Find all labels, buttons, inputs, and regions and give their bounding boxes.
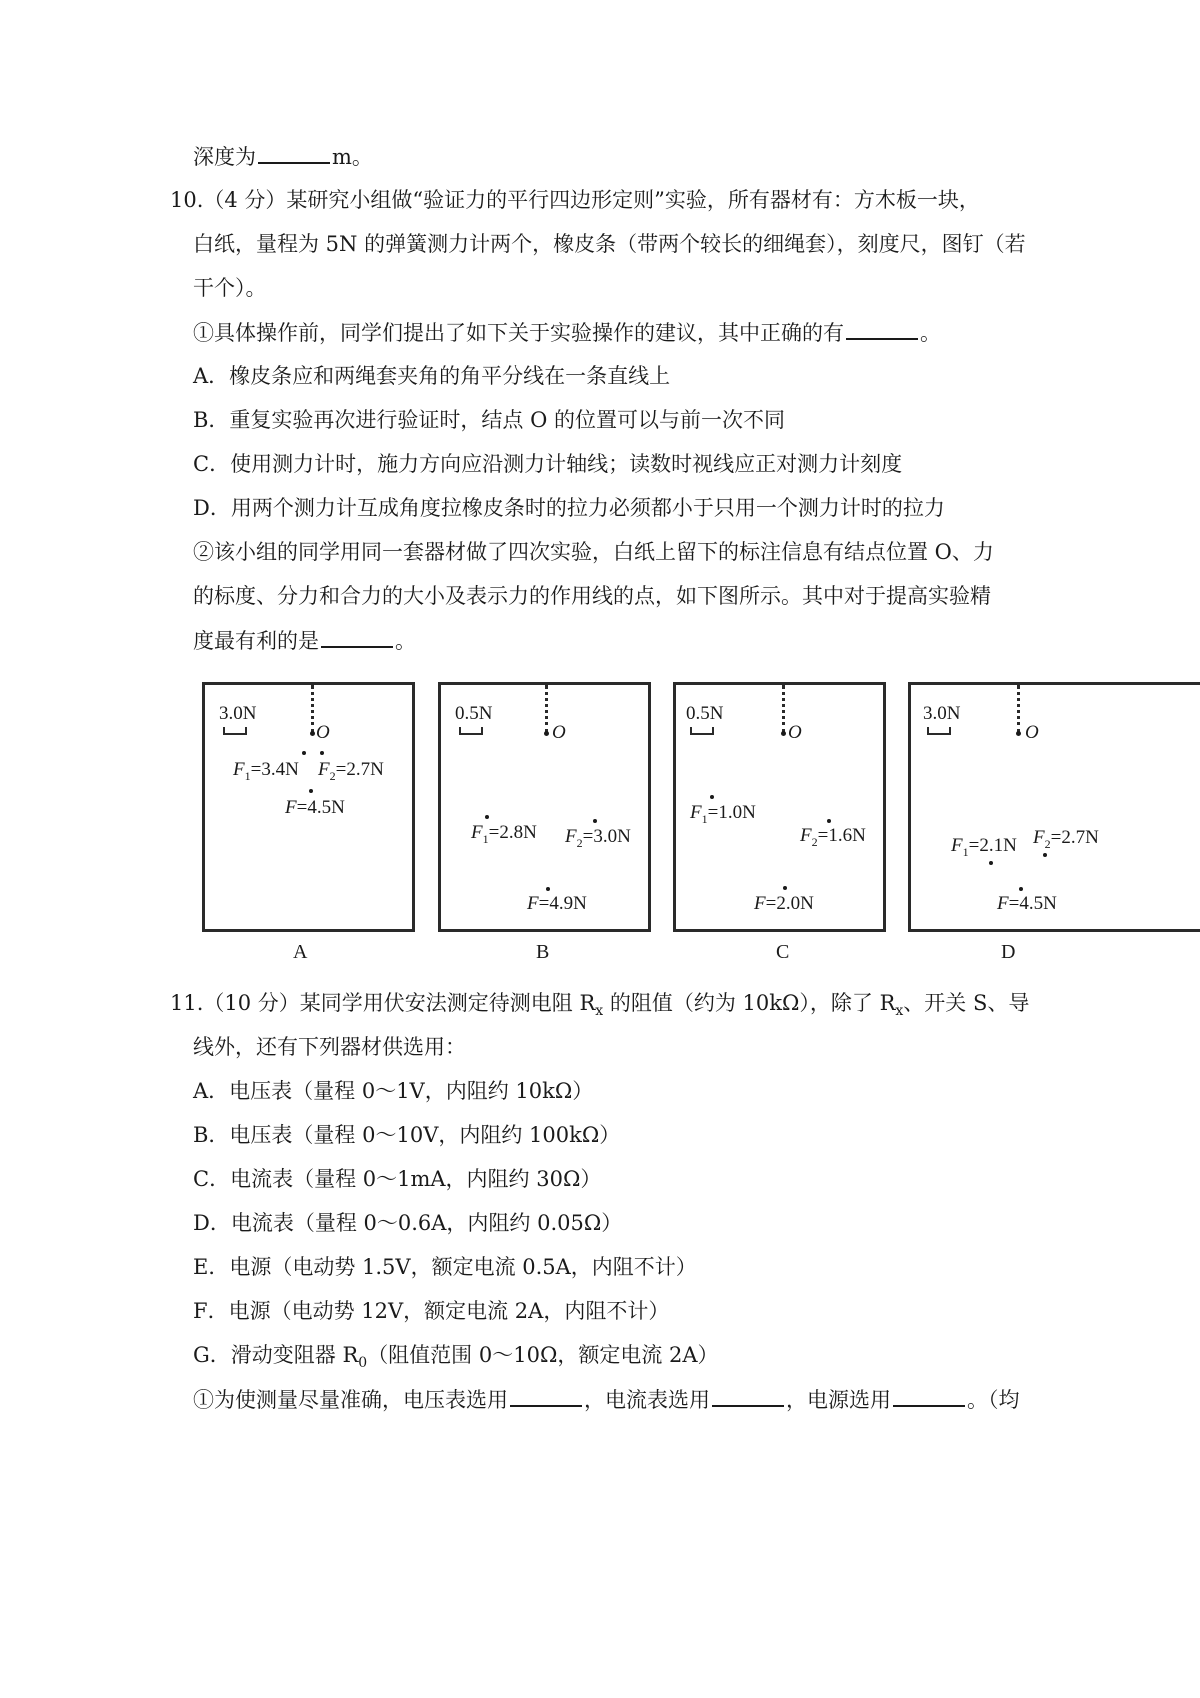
text: ，电流表选用 <box>584 1388 710 1412</box>
figure-c-caption: C <box>776 941 790 963</box>
question-11-part-1 <box>193 1385 1020 1414</box>
node-o <box>310 731 315 736</box>
answer-blank[interactable] <box>893 1385 965 1407</box>
f2-label: $F_2=2.7N$ <box>318 759 384 783</box>
figure-a-caption: A <box>293 941 308 963</box>
node-o <box>781 731 786 736</box>
f2-point <box>320 751 324 755</box>
scale-bar <box>690 727 714 735</box>
text: m。 <box>332 145 373 169</box>
question-11-line-2: 线外，还有下列器材供选用： <box>193 1035 466 1059</box>
question-10-part-2-line-1: ②该小组的同学用同一套器材做了四次实验，白纸上留下的标注信息有结点位置 O、力 <box>193 540 994 564</box>
scale-bar <box>223 727 247 735</box>
subscript: x <box>895 1003 904 1020</box>
scale-bar <box>459 727 483 735</box>
o-label: O <box>788 722 802 743</box>
answer-line-depth <box>193 142 373 171</box>
question-11-line-1 <box>170 989 1029 1025</box>
figure-b <box>438 682 651 932</box>
option-d: D．用两个测力计互成角度拉橡皮条时的拉力必须都小于只用一个测力计时的拉力 <box>193 496 945 520</box>
figure-d-caption: D <box>1001 941 1016 963</box>
o-label: O <box>1025 722 1039 743</box>
f1-point <box>989 861 993 865</box>
option-e: E．电源（电动势 1.5V，额定电流 0.5A，内阻不计） <box>193 1255 697 1279</box>
answer-blank[interactable] <box>321 626 393 648</box>
subscript: x <box>595 1003 604 1020</box>
text: 、开关 S、导 <box>903 991 1030 1015</box>
f1-label: $F_1=3.4N$ <box>233 759 299 783</box>
scale-label: 0.5N <box>686 703 724 724</box>
text: ，电源选用 <box>786 1388 891 1412</box>
o-label: O <box>552 722 566 743</box>
f-label: F=2.0N <box>754 893 814 914</box>
scale-label: 3.0N <box>219 703 257 724</box>
scale-label: 3.0N <box>923 703 961 724</box>
f1-label: $F_1=2.1N$ <box>951 835 1017 859</box>
question-10-line-1: 10.（4 分）某研究小组做“验证力的平行四边形定则”实验，所有器材有：方木板一块， <box>170 188 980 212</box>
scale-bar <box>927 727 951 735</box>
f2-point <box>1043 853 1047 857</box>
f-label: F=4.5N <box>997 893 1057 914</box>
question-10-part-2-line-3 <box>193 626 416 655</box>
rope <box>311 685 314 733</box>
subscript: 0 <box>358 1355 368 1372</box>
f-point <box>1019 887 1023 891</box>
text: 深度为 <box>193 145 256 169</box>
f1-point <box>710 795 714 799</box>
option-c: C．使用测力计时，施力方向应沿测力计轴线；读数时视线应正对测力计刻度 <box>193 452 903 476</box>
answer-blank[interactable] <box>510 1385 582 1407</box>
f-point <box>309 789 313 793</box>
figure-d <box>908 682 1200 932</box>
f2-label: $F_2=1.6N$ <box>800 825 866 849</box>
o-label: O <box>316 722 330 743</box>
rope <box>782 685 785 733</box>
option-a: A．电压表（量程 0～1V，内阻约 10kΩ） <box>193 1079 594 1103</box>
f1-point <box>485 815 489 819</box>
scale-label: 0.5N <box>455 703 493 724</box>
f-point <box>783 886 787 890</box>
option-a: A．橡皮条应和两绳套夹角的角平分线在一条直线上 <box>193 364 671 388</box>
question-10-line-3: 干个）。 <box>193 276 267 300</box>
f1-label: $F_1=2.8N$ <box>471 822 537 846</box>
rope <box>1017 685 1020 733</box>
node-o <box>1016 731 1021 736</box>
option-b: B．电压表（量程 0～10V，内阻约 100kΩ） <box>193 1123 621 1147</box>
option-c: C．电流表（量程 0～1mA，内阻约 30Ω） <box>193 1167 602 1191</box>
option-b: B．重复实验再次进行验证时，结点 O 的位置可以与前一次不同 <box>193 408 785 432</box>
question-10-line-2: 白纸，量程为 5N 的弹簧测力计两个，橡皮条（带两个较长的细绳套），刻度尺，图钉（若 <box>193 232 1026 256</box>
answer-blank[interactable] <box>846 318 918 340</box>
text: 。（均 <box>967 1388 1020 1412</box>
text: 。 <box>395 629 416 653</box>
node-o <box>544 731 549 736</box>
figure-a <box>202 682 415 932</box>
f-label: F=4.5N <box>285 797 345 818</box>
f1-point <box>302 751 306 755</box>
answer-blank[interactable] <box>712 1385 784 1407</box>
f2-point <box>827 819 831 823</box>
text: 11.（10 分）某同学用伏安法测定待测电阻 R <box>170 991 596 1015</box>
text: 。 <box>920 321 941 345</box>
text: 的阻值（约为 10kΩ），除了 R <box>603 991 896 1015</box>
f-label: F=4.9N <box>527 893 587 914</box>
f1-label: $F_1=1.0N$ <box>690 802 756 826</box>
figure-b-caption: B <box>536 941 550 963</box>
option-d: D．电流表（量程 0～0.6A，内阻约 0.05Ω） <box>193 1211 623 1235</box>
question-10-part-1 <box>193 318 941 347</box>
text: （阻值范围 0～10Ω，额定电流 2A） <box>367 1343 719 1367</box>
question-10-part-2-line-2: 的标度、分力和合力的大小及表示力的作用线的点，如下图所示。其中对于提高实验精 <box>193 584 991 608</box>
rope <box>545 685 548 733</box>
text: 度最有利的是 <box>193 629 319 653</box>
f2-label: $F_2=3.0N$ <box>565 826 631 850</box>
answer-blank[interactable] <box>258 142 330 164</box>
text: ①为使测量尽量准确，电压表选用 <box>193 1388 508 1412</box>
f2-point <box>593 819 597 823</box>
text: ①具体操作前，同学们提出了如下关于实验操作的建议，其中正确的有 <box>193 321 844 345</box>
option-g <box>193 1341 719 1377</box>
f2-label: $F_2=2.7N$ <box>1033 827 1099 851</box>
text: G．滑动变阻器 R <box>193 1343 359 1367</box>
f-point <box>546 887 550 891</box>
option-f: F．电源（电动势 12V，额定电流 2A，内阻不计） <box>193 1299 670 1323</box>
figure-c <box>673 682 886 932</box>
